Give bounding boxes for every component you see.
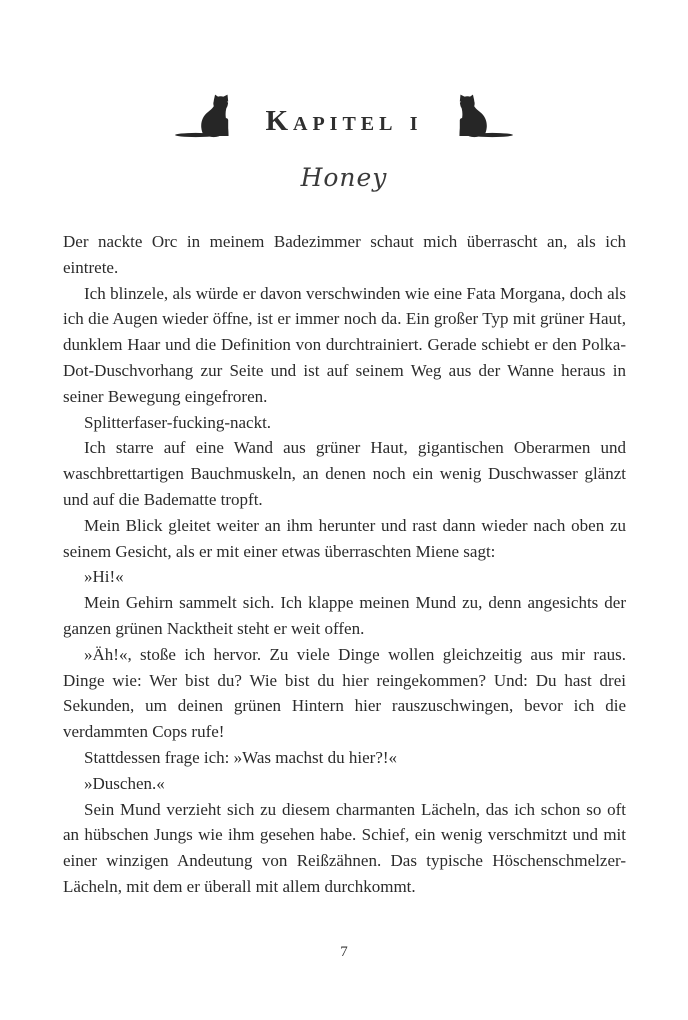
body-paragraph: »Hi!« <box>84 567 124 587</box>
chapter-subtitle: Honey <box>300 163 388 192</box>
body-paragraph: Sein Mund verzieht sich zu diesem charmanten Lächeln, das ich schon so oft an hübschen Jungs wie ihm gesehen habe. Schief, ein wenig verschmitzt und mit einer winzigen Andeutung von Reißzähnen. Das typische Höschenschmelzer-Lächeln, mit dem er überall mit allem durchkommt. <box>63 799 626 896</box>
body-text <box>63 229 626 900</box>
body-paragraph: Der nackte Orc in meinem Badezimmer schaut mich überrascht an, als ich eintrete. <box>63 232 626 277</box>
cat-silhouette-left-icon <box>175 86 251 146</box>
page-number: 7 <box>340 944 348 960</box>
chapter-heading <box>0 86 688 146</box>
cat-silhouette-right-icon <box>437 86 513 146</box>
body-paragraph: Splitterfaser-fucking-nackt. <box>84 412 272 432</box>
body-paragraph: »Duschen.« <box>84 773 165 793</box>
chapter-numeral: i <box>409 105 423 137</box>
body-paragraph: Mein Blick gleitet weiter an ihm herunter und rast dann wieder nach oben zu seinem Gesicht, als er mit einer etwas überraschten Miene sagt: <box>63 515 626 561</box>
chapter-label: Kapitel <box>265 105 398 137</box>
body-paragraph: »Äh!«, stoße ich hervor. Zu viele Dinge wollen gleichzeitig aus mir raus. Dinge wie: Wer bist du? Wie bist du hier reingekommen? Und: Du hast drei Sekunden, um deinen grünen Hintern hier rauszuschwingen, bevor ich die verdammten Cops rufe! <box>63 644 626 742</box>
body-paragraph: Ich starre auf eine Wand aus grüner Haut, gigantischen Oberarmen und waschbrettartigen Bauchmuskeln, an denen noch ein wenig Duschwasser glänzt und auf die Badematte tropft. <box>63 438 626 509</box>
body-paragraph: Ich blinzele, als würde er davon verschwinden wie eine Fata Morgana, doch als ich die Augen wieder öffne, ist er immer noch da. Ein großer Typ mit grüner Haut, dunklem Haar und die Definition von durchtrainiert. Gerade schiebt er den Polka-Dot-Duschvorhang zur Seite und ist auf seinem Weg aus der Wanne heraus in seiner Bewegung eingefroren. <box>63 283 626 406</box>
chapter-title <box>265 107 422 136</box>
body-paragraph: Mein Gehirn sammelt sich. Ich klappe meinen Mund zu, denn angesichts der ganzen grünen Nacktheit steht er weit offen. <box>63 593 626 638</box>
body-paragraph: Stattdessen frage ich: »Was machst du hier?!« <box>84 747 398 767</box>
